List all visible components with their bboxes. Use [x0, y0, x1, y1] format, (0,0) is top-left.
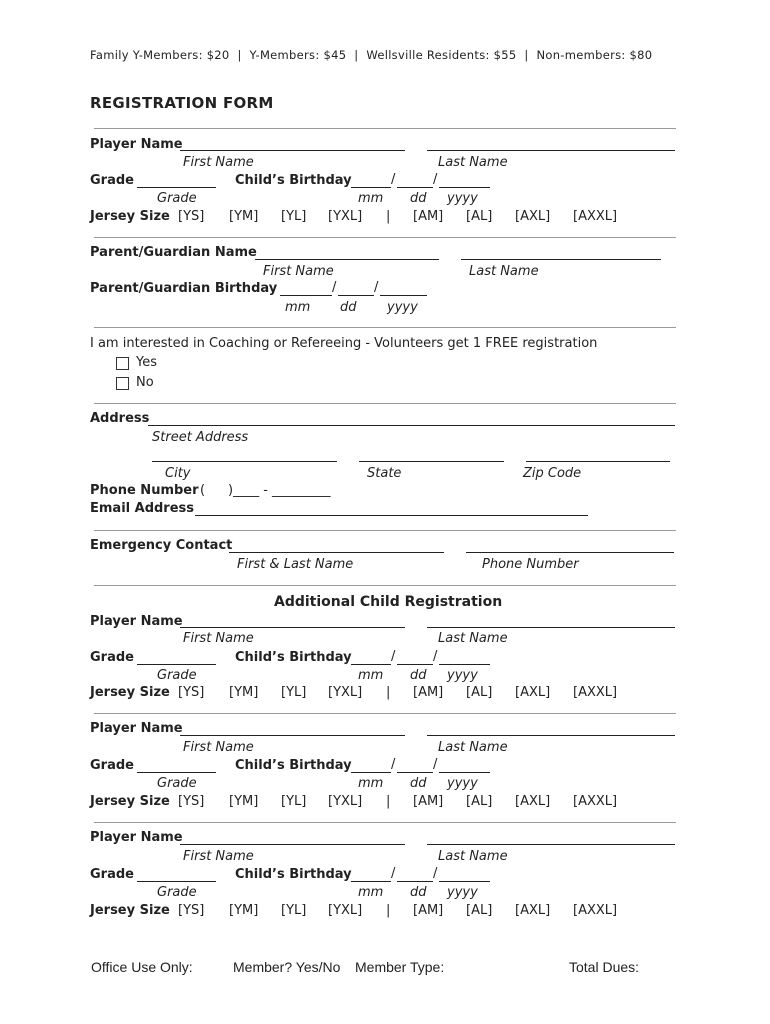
player-first-name-field[interactable] — [180, 844, 405, 845]
size-ym-option[interactable]: [YM] — [229, 209, 259, 224]
size-axl-option[interactable]: [AXL] — [515, 903, 551, 918]
size-separator: | — [386, 794, 391, 809]
size-al-option[interactable]: [AL] — [466, 209, 493, 224]
size-al-option[interactable]: [AL] — [466, 903, 493, 918]
dd-caption: dd — [410, 191, 427, 206]
state-field[interactable] — [359, 461, 504, 462]
childs-birthday-label: Child’s Birthday — [235, 867, 352, 882]
player-last-name-field[interactable] — [427, 735, 675, 736]
grade-label: Grade — [90, 867, 134, 882]
size-axxl-option[interactable]: [AXXL] — [573, 794, 618, 809]
size-yxl-option[interactable]: [YXL] — [328, 209, 363, 224]
size-yl-option[interactable]: [YL] — [281, 903, 307, 918]
size-ys-option[interactable]: [YS] — [178, 903, 205, 918]
player-last-name-field[interactable] — [427, 844, 675, 845]
grade-field[interactable] — [137, 772, 216, 773]
yyyy-caption: yyyy — [447, 885, 478, 900]
city-field[interactable] — [152, 461, 337, 462]
first-name-caption: First Name — [183, 155, 254, 170]
yyyy-caption: yyyy — [447, 191, 478, 206]
street-address-field[interactable] — [148, 425, 675, 426]
yes-checkbox[interactable] — [116, 357, 129, 370]
fee-schedule: Family Y-Members: $20 | Y-Members: $45 | Wellsville Residents: $55 | Non-members: $80 — [90, 48, 653, 62]
dd-caption: dd — [410, 668, 427, 683]
size-axxl-option[interactable]: [AXXL] — [573, 685, 618, 700]
size-am-option[interactable]: [AM] — [413, 209, 444, 224]
size-yl-option[interactable]: [YL] — [281, 685, 307, 700]
size-am-option[interactable]: [AM] — [413, 903, 444, 918]
email-address-label: Email Address — [90, 501, 195, 516]
email-address-field[interactable] — [195, 515, 588, 516]
childs-birthday-label: Child’s Birthday — [235, 758, 352, 773]
last-name-caption: Last Name — [438, 740, 508, 755]
divider — [94, 128, 676, 129]
first-last-name-caption: First & Last Name — [237, 557, 354, 572]
childs-birthday-label: Child’s Birthday — [235, 650, 352, 665]
grade-field[interactable] — [137, 187, 216, 188]
jersey-size-label: Jersey Size — [90, 209, 170, 224]
last-name-caption: Last Name — [469, 264, 539, 279]
player-last-name-field[interactable] — [427, 627, 675, 628]
size-separator: | — [386, 209, 391, 224]
member-yes-no-label: Member? Yes/No — [233, 959, 341, 975]
parent-birthday-label: Parent/Guardian Birthday — [90, 281, 278, 296]
dd-caption: dd — [410, 776, 427, 791]
size-am-option[interactable]: [AM] — [413, 685, 444, 700]
player-first-name-field[interactable] — [180, 627, 405, 628]
zip-caption: Zip Code — [523, 466, 582, 481]
size-axxl-option[interactable]: [AXXL] — [573, 903, 618, 918]
parent-birthday-yyyy-field[interactable] — [380, 295, 427, 296]
form-title: REGISTRATION FORM — [90, 94, 274, 112]
grade-label: Grade — [90, 650, 134, 665]
no-label: No — [136, 375, 154, 390]
birthday-yyyy-field[interactable] — [439, 881, 490, 882]
player-name-label: Player Name — [90, 830, 183, 845]
size-yl-option[interactable]: [YL] — [281, 209, 307, 224]
date-slash: / — [391, 866, 396, 881]
grade-caption: Grade — [157, 776, 197, 791]
grade-field[interactable] — [137, 664, 216, 665]
divider — [94, 327, 676, 328]
divider — [94, 822, 676, 823]
dd-caption: dd — [410, 885, 427, 900]
phone-open-paren: ( — [200, 483, 206, 498]
date-slash: / — [433, 172, 438, 187]
date-slash: / — [433, 866, 438, 881]
player-name-label: Player Name — [90, 721, 183, 736]
city-caption: City — [165, 466, 191, 481]
player-name-label: Player Name — [90, 137, 183, 152]
size-ym-option[interactable]: [YM] — [229, 685, 259, 700]
grade-caption: Grade — [157, 668, 197, 683]
grade-label: Grade — [90, 758, 134, 773]
player-last-name-field[interactable] — [427, 150, 675, 151]
date-slash: / — [374, 280, 379, 295]
grade-caption: Grade — [157, 191, 197, 206]
yyyy-caption: yyyy — [447, 668, 478, 683]
size-axxl-option[interactable]: [AXXL] — [573, 209, 618, 224]
mm-caption: mm — [358, 885, 384, 900]
first-name-caption: First Name — [183, 740, 254, 755]
yyyy-caption: yyyy — [387, 300, 418, 315]
jersey-size-label: Jersey Size — [90, 794, 170, 809]
grade-field[interactable] — [137, 881, 216, 882]
zip-field[interactable] — [526, 461, 670, 462]
birthday-yyyy-field[interactable] — [439, 187, 490, 188]
parent-birthday-mm-field[interactable] — [280, 295, 332, 296]
date-slash: / — [332, 280, 337, 295]
member-type-label: Member Type: — [355, 959, 445, 975]
divider — [94, 237, 676, 238]
parent-last-name-field[interactable] — [461, 259, 661, 260]
player-first-name-field[interactable] — [180, 150, 405, 151]
last-name-caption: Last Name — [438, 849, 508, 864]
player-name-label: Player Name — [90, 614, 183, 629]
size-axl-option[interactable]: [AXL] — [515, 794, 551, 809]
mm-caption: mm — [358, 776, 384, 791]
state-caption: State — [367, 466, 402, 481]
phone-number-label: Phone Number — [90, 483, 199, 498]
birthday-yyyy-field[interactable] — [439, 664, 490, 665]
birthday-dd-field[interactable] — [397, 772, 433, 773]
parent-first-name-field[interactable] — [255, 259, 439, 260]
size-axl-option[interactable]: [AXL] — [515, 209, 551, 224]
date-slash: / — [433, 649, 438, 664]
birthday-mm-field[interactable] — [351, 187, 391, 188]
parent-birthday-dd-field[interactable] — [338, 295, 374, 296]
birthday-dd-field[interactable] — [397, 881, 433, 882]
phone-number-field[interactable]: )____ - _________ — [228, 483, 331, 498]
date-slash: / — [391, 757, 396, 772]
birthday-mm-field[interactable] — [351, 772, 391, 773]
size-yxl-option[interactable]: [YXL] — [328, 685, 363, 700]
date-slash: / — [391, 172, 396, 187]
divider — [94, 585, 676, 586]
birthday-mm-field[interactable] — [351, 881, 391, 882]
grade-caption: Grade — [157, 885, 197, 900]
emergency-contact-label: Emergency Contact — [90, 538, 233, 553]
parent-name-label: Parent/Guardian Name — [90, 245, 257, 260]
birthday-dd-field[interactable] — [397, 664, 433, 665]
size-separator: | — [386, 685, 391, 700]
dd-caption: dd — [340, 300, 357, 315]
size-al-option[interactable]: [AL] — [466, 794, 493, 809]
divider — [94, 530, 676, 531]
size-ym-option[interactable]: [YM] — [229, 794, 259, 809]
size-al-option[interactable]: [AL] — [466, 685, 493, 700]
jersey-size-label: Jersey Size — [90, 685, 170, 700]
size-separator: | — [386, 903, 391, 918]
size-yxl-option[interactable]: [YXL] — [328, 794, 363, 809]
mm-caption: mm — [358, 191, 384, 206]
size-ys-option[interactable]: [YS] — [178, 794, 205, 809]
size-yl-option[interactable]: [YL] — [281, 794, 307, 809]
date-slash: / — [433, 757, 438, 772]
mm-caption: mm — [285, 300, 311, 315]
no-checkbox[interactable] — [116, 377, 129, 390]
address-label: Address — [90, 411, 150, 426]
emergency-name-field[interactable] — [229, 552, 444, 553]
mm-caption: mm — [358, 668, 384, 683]
first-name-caption: First Name — [263, 264, 334, 279]
date-slash: / — [391, 649, 396, 664]
total-dues-label: Total Dues: — [569, 959, 640, 975]
player-first-name-field[interactable] — [180, 735, 405, 736]
size-ys-option[interactable]: [YS] — [178, 209, 205, 224]
office-use-only-label: Office Use Only: — [91, 959, 193, 975]
volunteer-interest-question: I am interested in Coaching or Refereeing - Volunteers get 1 FREE registration — [90, 336, 598, 351]
divider — [94, 403, 676, 404]
additional-child-heading: Additional Child Registration — [274, 594, 503, 610]
yyyy-caption: yyyy — [447, 776, 478, 791]
size-axl-option[interactable]: [AXL] — [515, 685, 551, 700]
grade-label: Grade — [90, 173, 134, 188]
birthday-mm-field[interactable] — [351, 664, 391, 665]
first-name-caption: First Name — [183, 849, 254, 864]
phone-number-caption: Phone Number — [482, 557, 579, 572]
birthday-dd-field[interactable] — [397, 187, 433, 188]
last-name-caption: Last Name — [438, 155, 508, 170]
size-yxl-option[interactable]: [YXL] — [328, 903, 363, 918]
jersey-size-label: Jersey Size — [90, 903, 170, 918]
street-address-caption: Street Address — [152, 430, 249, 445]
divider — [94, 713, 676, 714]
first-name-caption: First Name — [183, 631, 254, 646]
yes-label: Yes — [136, 355, 157, 370]
emergency-phone-field[interactable] — [466, 552, 674, 553]
birthday-yyyy-field[interactable] — [439, 772, 490, 773]
size-ys-option[interactable]: [YS] — [178, 685, 205, 700]
last-name-caption: Last Name — [438, 631, 508, 646]
childs-birthday-label: Child’s Birthday — [235, 173, 352, 188]
size-am-option[interactable]: [AM] — [413, 794, 444, 809]
size-ym-option[interactable]: [YM] — [229, 903, 259, 918]
